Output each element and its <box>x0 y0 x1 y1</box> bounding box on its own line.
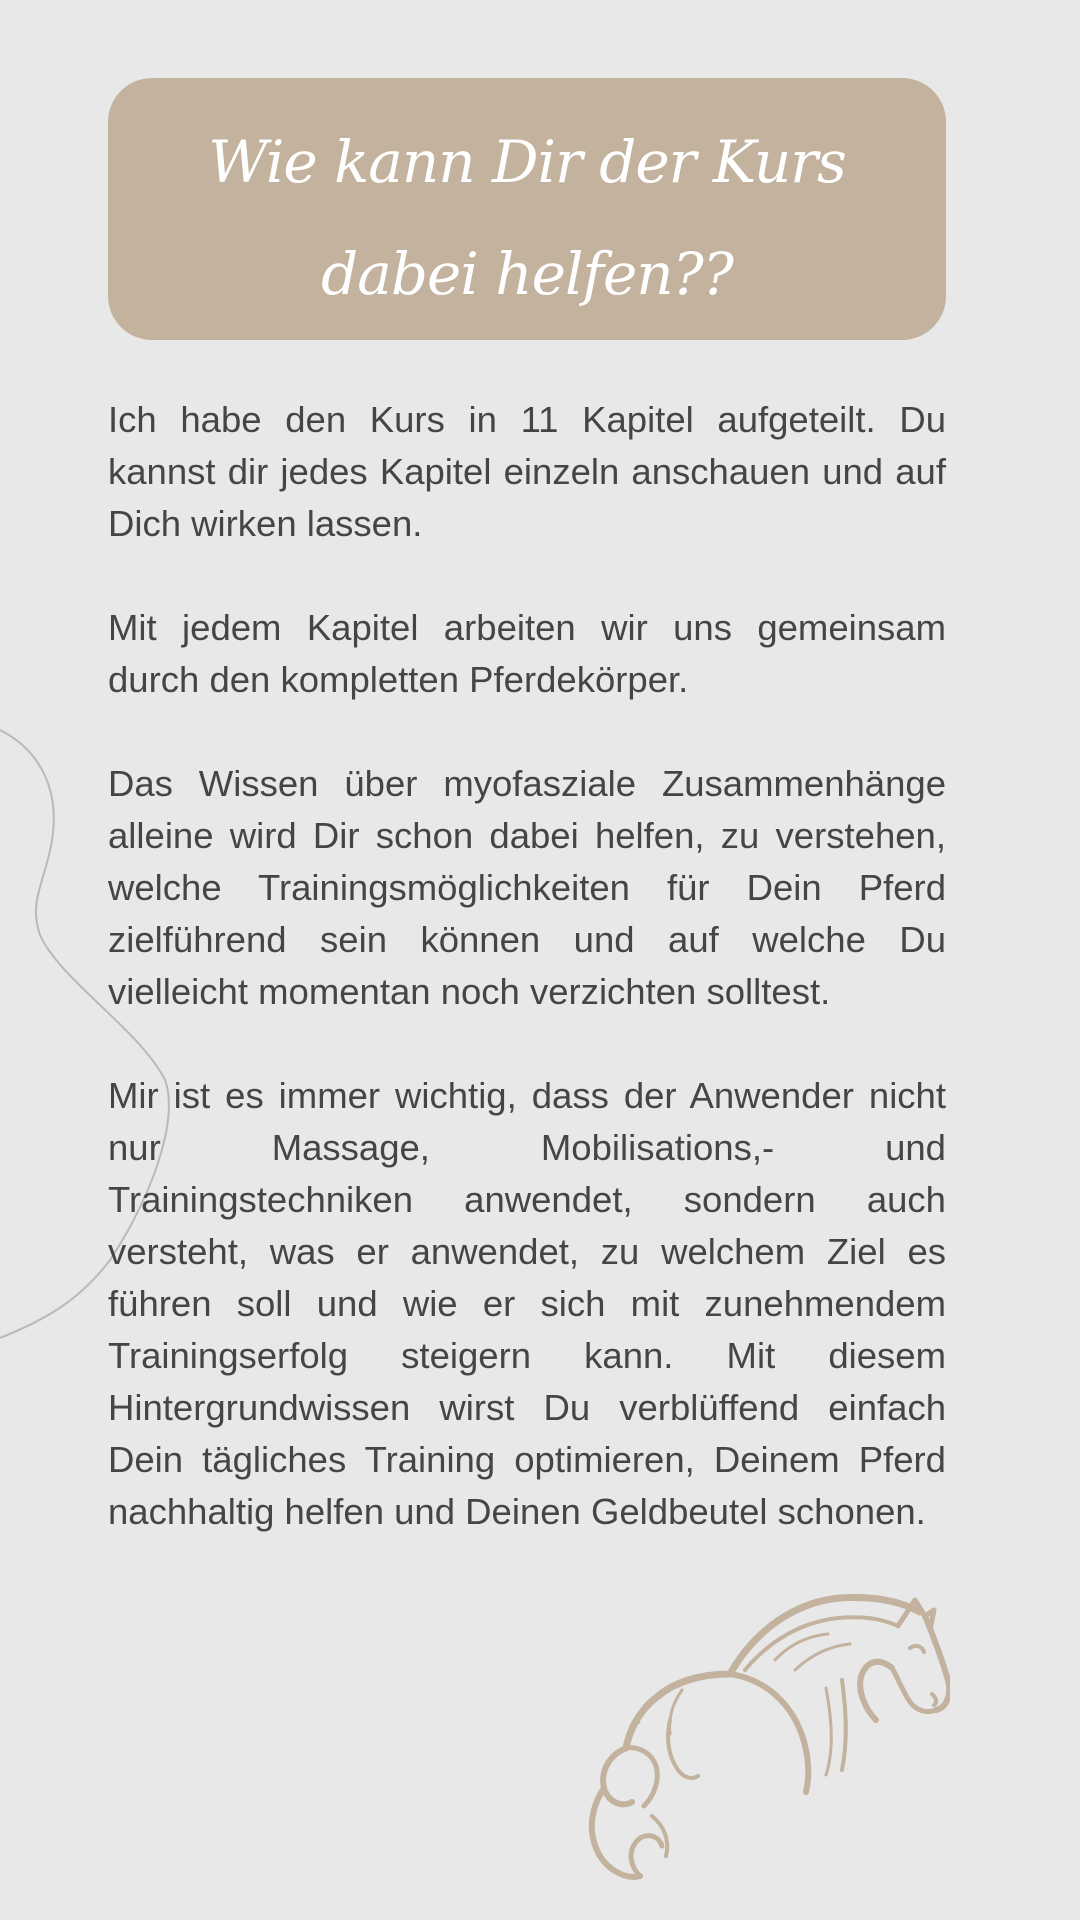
title-banner <box>108 78 946 340</box>
body-text <box>108 394 946 1590</box>
paragraph-1: Ich habe den Kurs in 11 Kapitel aufgeteilt. Du kannst dir jedes Kapitel einzeln anschauen und auf Dich wirken lassen. <box>108 399 946 544</box>
paragraph-4: Mir ist es immer wichtig, dass der Anwender nicht nur Massage, Mobilisations,- und Trainingstechniken anwendet, sondern auch versteht, was er anwendet, zu welchem Ziel es führen soll und wie er sich mit zunehmendem Trainingserfolg steigern kann. Mit diesem Hintergrundwissen wirst Du verblüffend einfach Dein tägliches Training optimieren, Deinem Pferd nachhaltig helfen und Deinen Geldbeutel schonen. <box>108 1075 946 1532</box>
paragraph-3: Das Wissen über myofasziale Zusammenhänge alleine wird Dir schon dabei helfen, zu verstehen, welche Trainingsmöglichkeiten für Dein Pferd zielführend sein können und auf welche Du vielleicht momentan noch verzichten solltest. <box>108 763 946 1012</box>
title-line-1: Wie kann Dir der Kurs <box>208 128 846 196</box>
horse-head-logo <box>580 1570 950 1900</box>
title-line-2: dabei helfen?? <box>321 240 733 308</box>
paragraph-2: Mit jedem Kapitel arbeiten wir uns gemeinsam durch den kompletten Pferdekörper. <box>108 607 946 700</box>
